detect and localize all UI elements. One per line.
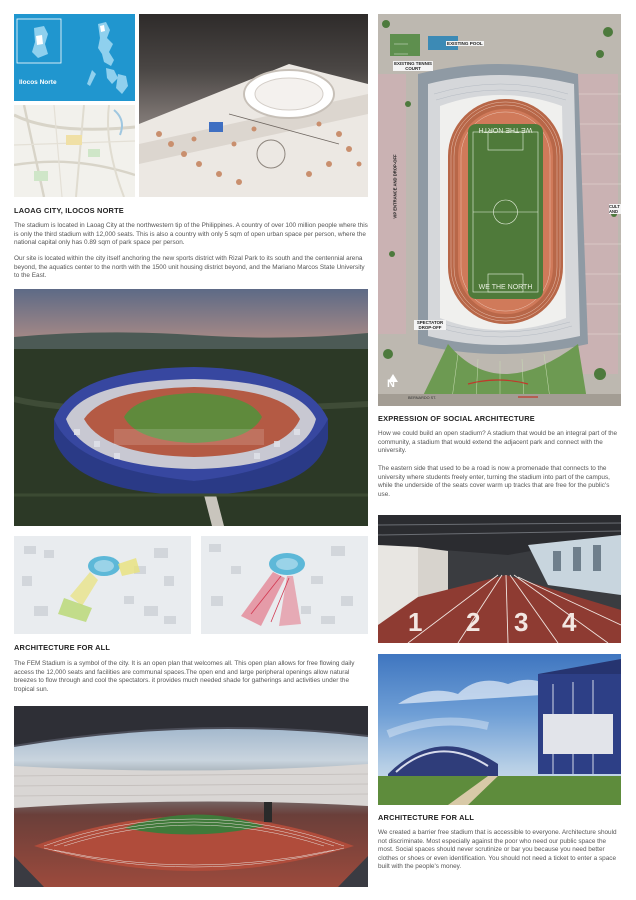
track-lane-number-4: 4 [562,607,577,637]
locator-label: Ilocos Norte [19,79,57,86]
section-paragraph-site: Our site is located within the city itself anchoring the new sports district with Rizal Park to its south and the centennial arena beyond, the aquatics center to the north with the 1500 unit housing district beyond, and the Mariano Marcos State University to the East. [14,255,365,280]
stadium-interior-photo [14,706,368,887]
track-lane-number-2: 2 [466,607,481,637]
diagram-open-access [14,536,191,634]
plan-label-spectator-dropoff: SPECTATOR DROP-OFF [414,320,446,330]
section-paragraph-open-stadium: How we could build an open stadium? A stadium that would be an integral part of the community, a stadium that would extend the adjacent park and connect with the university. [378,430,618,455]
track-lane-number-3: 3 [514,607,529,637]
site-plan [378,14,621,406]
plan-field-text-bottom: WE THE NORTH [478,284,533,291]
aerial-stadium-photo [14,289,368,526]
track-lane-number-1: 1 [408,607,423,637]
section-heading-architecture-for-all: ARCHITECTURE FOR ALL [14,643,111,652]
street-map [14,105,135,197]
section-paragraph-promenade: The eastern side that used to be a road is now a promenade that connects to the university where students freely enter, turning the stadium into part of the campus, while the underside of the seats cover warm up tracks that are free for the public's use. [378,465,610,498]
site-model-photo [139,14,368,197]
locator-map [14,14,135,101]
plan-label-vip-entrance: VIP ENTRANCE AND DROP-OFF [392,154,398,219]
plan-label-tennis-court: EXISTING TENNIS COURT [394,61,432,71]
plan-label-right-cut: CULT AND [609,204,620,214]
section-heading-laoag: LAOAG CITY, ILOCOS NORTE [14,206,124,215]
plan-label-street: BERNARDO ST. [408,396,437,400]
stadium-exterior-photo [378,654,621,805]
section-paragraph-open-plan: The FEM Stadium is a symbol of the city. It is an open plan that welcomes all. This open plan allows for free flowing daily access the 12,000 seats and facilities are communal spaces.The open end and large peripheral openings allow natural breezes to flow through and cool the spectators. it provides much needed shade for gatherings and activities under the tropical sun. [14,660,355,693]
plan-label-existing-pool: EXISTING POOL [447,41,483,46]
section-heading-social-architecture: EXPRESSION OF SOCIAL ARCHITECTURE [378,414,535,423]
diagram-natural-breeze [201,536,368,634]
section-paragraph-barrier-free: We created a barrier free stadium that is accessible to everyone. Architecture should not discriminate. Most especially against the poor who need our public space the most. Social spaces should never scrutinize or bar you because you need better clothes or shoes or even identification. You should not need a ticket to enter a space built with the people's money. [378,829,617,871]
plan-field-text-top: WE THE NORTH [478,126,533,133]
warmup-track-photo [378,515,621,643]
section-heading-barrier-free: ARCHITECTURE FOR ALL [378,813,475,822]
north-arrow-label: N [387,378,395,390]
section-paragraph-location: The stadium is located in Laoag City at the northwestern tip of the Philippines. A country of over 100 million people where this is only the third stadium with 12,000 seats. This is also a country with only 5 sqm of open urban space per person, where the national capital only has 0.89 sqm of park space per person. [14,222,368,247]
